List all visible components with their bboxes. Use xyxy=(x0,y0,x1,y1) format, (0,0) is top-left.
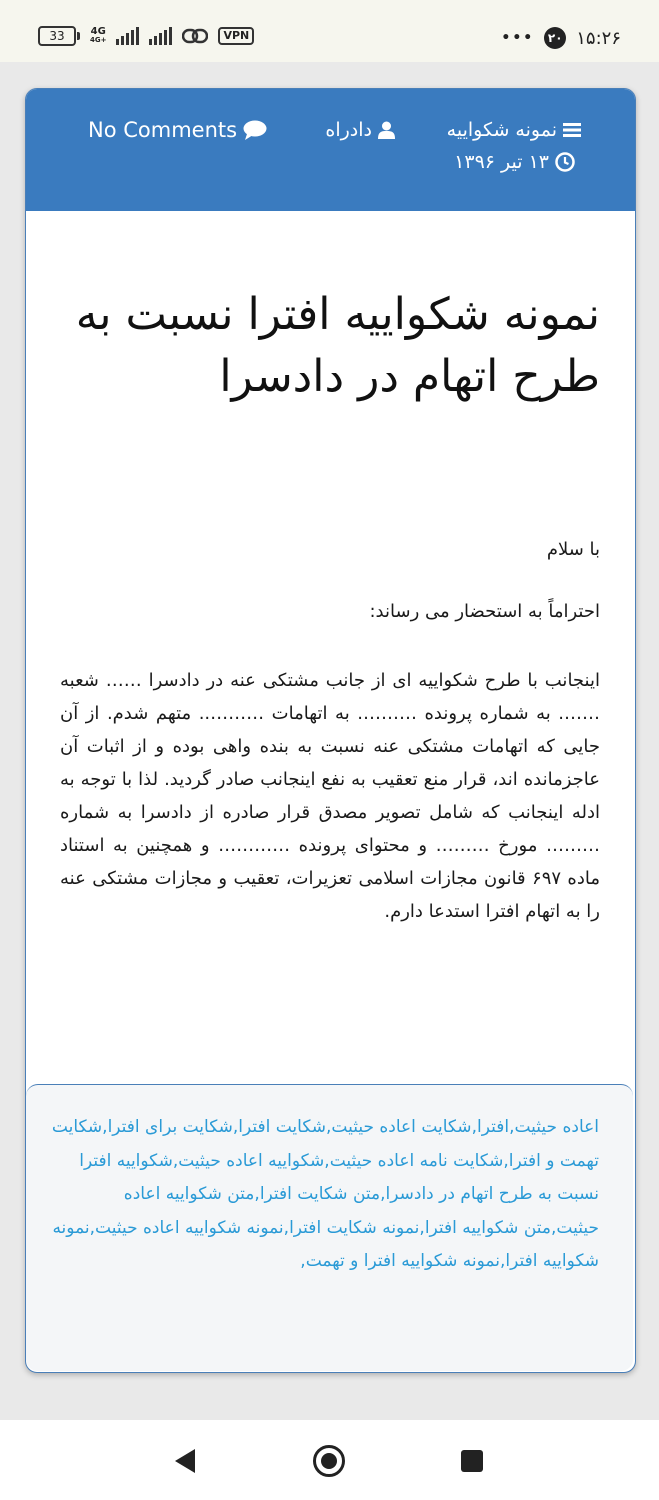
tag-separator: , xyxy=(380,1184,386,1204)
tag-link[interactable]: شکواییه افترا نسبت به طرح اتهام در دادسرا xyxy=(79,1150,599,1204)
status-bar xyxy=(0,0,659,62)
tag-link[interactable]: متن شکواییه افترا xyxy=(424,1217,551,1238)
post-greeting: با سلام xyxy=(546,539,600,560)
tag-separator: , xyxy=(503,1150,509,1171)
tag-link[interactable]: شکایت تهمت و افترا xyxy=(51,1117,599,1171)
tag-link[interactable]: نمونه شکواییه افترا و تهمت xyxy=(305,1251,500,1271)
tag-separator: , xyxy=(324,1150,330,1171)
tags-list xyxy=(49,1111,599,1279)
more-notifications-icon: ••• xyxy=(501,30,535,46)
post-date-label: ۱۳ تیر ۱۳۹۶ xyxy=(454,151,549,173)
clock-icon xyxy=(555,152,575,172)
tag-link[interactable]: متن شکواییه اعاده حیثیت xyxy=(123,1184,599,1238)
link-icon xyxy=(182,27,208,45)
post-author-label[interactable]: دادراه xyxy=(325,119,372,141)
battery-level: 33 xyxy=(38,26,76,46)
post-comments-link[interactable] xyxy=(88,118,267,142)
system-navigation-bar xyxy=(0,1420,659,1500)
status-right-group xyxy=(501,27,621,49)
post-category-label[interactable]: نمونه شکواییه xyxy=(446,119,557,141)
tag-separator: , xyxy=(232,1117,239,1137)
tag-separator: , xyxy=(283,1217,290,1238)
post-date xyxy=(454,151,575,173)
tag-link[interactable]: اعاده حیثیت xyxy=(514,1117,599,1137)
status-left-group xyxy=(38,26,254,46)
vpn-badge: VPN xyxy=(218,27,254,45)
home-circle-icon[interactable] xyxy=(312,1444,346,1478)
back-triangle-icon[interactable] xyxy=(173,1447,197,1475)
tag-separator: , xyxy=(509,1117,515,1137)
tag-link[interactable]: شکایت اعاده حیثیت xyxy=(331,1117,472,1137)
tag-separator: , xyxy=(172,1150,179,1171)
user-icon xyxy=(378,121,395,139)
post-body: اینجانب با طرح شکواییه ای از جانب مشتکی عنه در دادسرا …… شعبه ……. به شماره پرونده ………. به اتهامات ……….. متهم شدم. از آن جایی که اتهامات مشتکی عنه نسبت به بنده واهی بوده و از اثبات آن عاجزمانده اند، قرار منع تعقیب به نفع اینجانب صادر گردید. لذا با توجه به ادله اینجانب که شامل تصویر مصدق قرار صادره از دادسرا به شماره ……… مورخ ……… و محتوای پرونده ………… و همچنین به استناد ماده ۶۹۷ قانون مجازات اسلامی تعزیرات، تعقیب و مجازات مشتکی عنه را به اتهام افترا استدعا دارم. xyxy=(60,670,600,922)
tag-separator: , xyxy=(471,1117,477,1137)
post-card xyxy=(25,88,636,1373)
tag-separator: , xyxy=(254,1184,260,1204)
network-label-4g-plus: 4G+ xyxy=(90,36,107,44)
tag-link[interactable]: متن شکایت افترا xyxy=(259,1184,381,1204)
tag-link[interactable]: شکایت افترا xyxy=(238,1117,326,1137)
signal-strength-icon xyxy=(116,27,139,45)
tag-link[interactable]: نمونه شکواییه اعاده حیثیت xyxy=(95,1217,284,1238)
network-label-4g: 4G xyxy=(90,26,106,37)
tag-separator: , xyxy=(551,1217,557,1238)
tags-box xyxy=(26,1084,633,1371)
post-title: نمونه شکواییه افترا نسبت به طرح اتهام در دادسرا xyxy=(75,289,600,402)
tag-link[interactable]: شکایت نامه اعاده حیثیت xyxy=(329,1150,504,1171)
tag-separator: , xyxy=(419,1217,425,1238)
tag-separator: , xyxy=(325,1117,332,1137)
post-header xyxy=(26,89,635,211)
tag-link[interactable]: نمونه شکواییه افترا xyxy=(52,1217,599,1271)
tag-separator: , xyxy=(89,1217,96,1238)
bars-icon xyxy=(563,122,581,138)
battery-icon xyxy=(38,26,80,46)
comment-icon xyxy=(243,120,267,140)
tag-link[interactable]: شکواییه اعاده حیثیت xyxy=(178,1150,325,1171)
post-respect-line: احتراماً به استحضار می رساند: xyxy=(369,601,600,622)
tag-link[interactable]: نمونه شکایت افترا xyxy=(289,1217,420,1238)
recent-square-icon[interactable] xyxy=(460,1449,484,1473)
network-type xyxy=(90,27,106,45)
post-comments-label[interactable]: No Comments xyxy=(88,118,238,142)
tag-link[interactable]: افترا xyxy=(476,1117,510,1137)
tag-separator: , xyxy=(499,1251,506,1271)
signal-strength-2-icon xyxy=(149,27,172,45)
tag-link[interactable]: شکایت برای افترا xyxy=(107,1117,233,1137)
tag-separator: , xyxy=(102,1117,108,1137)
tag-separator: , xyxy=(300,1251,306,1271)
notification-count-badge: ۲۰ xyxy=(544,27,566,49)
post-category[interactable] xyxy=(447,119,581,141)
post-author[interactable] xyxy=(325,119,395,141)
status-time: ۱۵:۲۶ xyxy=(576,27,621,49)
